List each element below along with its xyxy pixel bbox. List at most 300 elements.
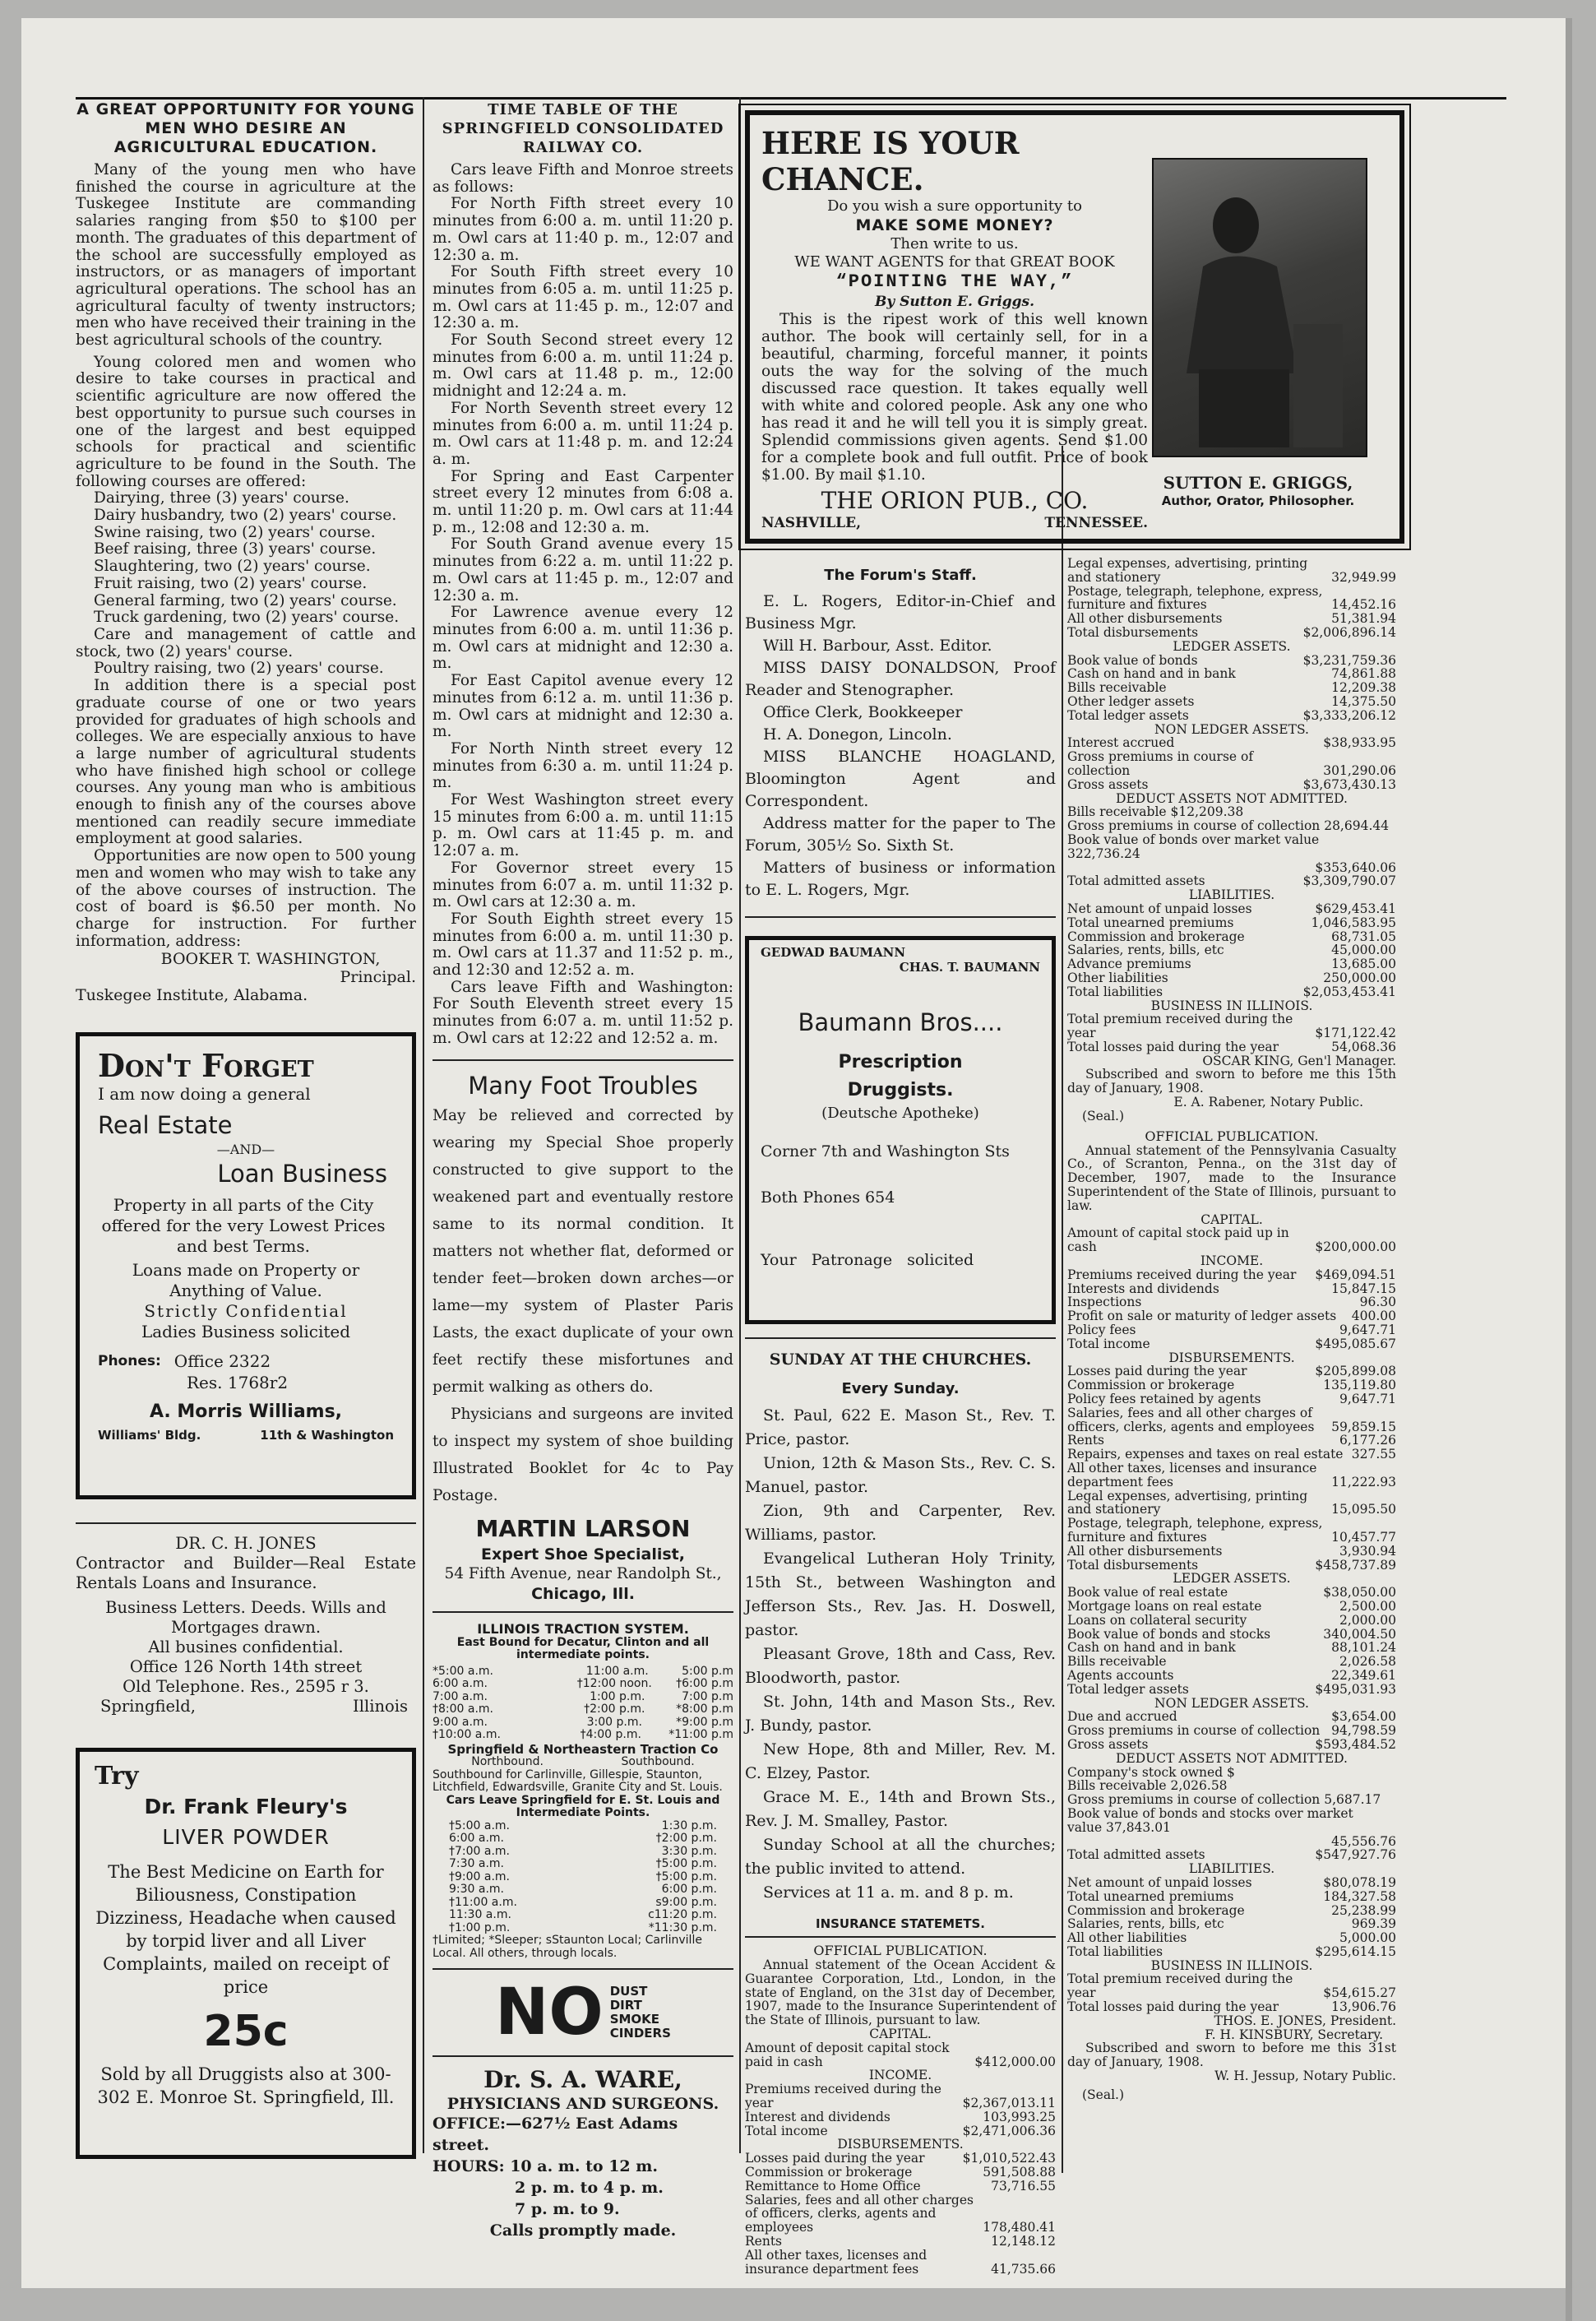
sne-time: *11:30 p.m. — [648, 1920, 717, 1934]
ins-body: Annual statement of the Ocean Accident & Guarantee Corporation, Ltd., London, in the state of England, on the 31st day of December, 1907, made to the Insurance Superintendent of the State of Illinois, pursuant to law. — [745, 1957, 1056, 2028]
church-item: St. Paul, 622 E. Mason St., Rev. T. Price, pastor. — [745, 1406, 1056, 1448]
course-item: Truck gardening, two (2) years' course. — [94, 609, 400, 627]
tuskegee-paragraph: Young colored men and women who desire to take courses in practical and scientific agriculture are now offered the best opportunity to pursue such courses in one of the largest and best equipped schools for practical and scientific agriculture to be found in the South. The following courses are offered: — [76, 353, 416, 490]
stmt-b-label: Total ledger assets — [1067, 1681, 1189, 1697]
stmt-b-value: 88,101.24 — [1331, 1640, 1396, 1656]
ad-name: Dr. Frank Fleury's — [144, 1795, 348, 1819]
stmt-b-row — [1067, 1364, 1396, 1378]
ware-hours: HOURS: 10 a. m. to 12 m. — [433, 2157, 658, 2176]
stmt-b-row — [1067, 1807, 1396, 1835]
sign-b: Subscribed and sworn to before me this 31st day of January, 1908. — [1067, 2041, 1396, 2070]
column-rule — [1062, 446, 1063, 2173]
sign-a: E. A. Rabener, Notary Public. — [1173, 1095, 1363, 1110]
stmt-a-label: Other ledger assets — [1067, 693, 1195, 709]
stmt-b-row — [1067, 1282, 1396, 1296]
ins-value: $2,367,013.11 — [962, 2095, 1056, 2110]
stmt-a-heading: LIABILITIES. — [1188, 887, 1275, 903]
ad-owner: A. Morris Williams, — [149, 1401, 343, 1423]
stmt-a-value: 13,685.00 — [1331, 957, 1396, 972]
route-item: For South Eighth street every 15 minutes from 6:00 a. m. until 11:30 p. m. Owl cars at 11.37 and 11:52 p. m., and 12:30 and 12:52 a. m. — [433, 910, 733, 980]
author-name: SUTTON E. GRIGGS, — [1163, 473, 1353, 493]
church-sub: Every Sunday. — [841, 1380, 960, 1397]
sne-row — [449, 1820, 717, 1833]
pub2-body: Annual statement of the Pennsylvania Casualty Co., of Scranton, Penna., on the 31st day of December, 1907, made to the Insurance Superintendent of the State of Illinois, pursuant to law. — [1067, 1142, 1396, 1213]
its-time: †4:00 p.m. — [580, 1728, 641, 1742]
stmt-b-row — [1067, 1406, 1396, 1434]
stmt-b-row — [1067, 1641, 1396, 1655]
stmt-a-value: $2,006,896.14 — [1302, 624, 1396, 640]
stmt-b-heading: INCOME. — [1200, 1253, 1264, 1269]
ins-row — [745, 2166, 1056, 2180]
foot-sub: Expert Shoe Specialist, — [481, 1545, 685, 1564]
stmt-a-value: $3,231,759.36 — [1302, 652, 1396, 668]
stmt-b-value: $593,484.52 — [1315, 1736, 1396, 1752]
baum-addr: Corner 7th and Washington Sts — [761, 1142, 1010, 1160]
ins-row — [745, 2180, 1056, 2194]
sne-northbound: Northbound. — [471, 1755, 544, 1769]
no-big: NO — [495, 1976, 604, 2050]
foot-title: Many Foot Troubles — [468, 1071, 698, 1100]
stmt-b-heading: BUSINESS IN ILLINOIS. — [1150, 1957, 1313, 1973]
foot-body: Physicians and surgeons are invited to inspect my system of shoe building Illustrated Booklet for 4c to Pay Postage. — [433, 1405, 733, 1504]
stmt-b-value: $200,000.00 — [1315, 1239, 1396, 1255]
stmt-b-row — [1067, 1268, 1396, 1282]
church-item: Evangelical Lutheran Holy Trinity, 15th St., between Washington and Jefferson Sts., Rev. Jas. H. Doswell, pastor. — [745, 1550, 1056, 1639]
stmt-a-value: $3,333,206.12 — [1302, 707, 1396, 723]
sne-time: †5:00 p.m. — [655, 1869, 717, 1883]
staff-line: MISS BLANCHE HOAGLAND, Bloomington Agent and Correspondent. — [745, 748, 1056, 810]
chance-pub: THE ORION PUB., CO. — [821, 487, 1089, 514]
ad-sold: Sold by all Druggists also at 300-302 E. Monroe St. Springfield, Ill. — [97, 2064, 395, 2108]
stmt-a-row — [1067, 585, 1396, 613]
ware-calls: Calls promptly made. — [489, 2221, 677, 2240]
stmt-a-row — [1067, 654, 1396, 668]
stmt-a-value: 1,046,583.95 — [1311, 915, 1396, 930]
baum-sub: Druggists. — [847, 1080, 954, 1100]
its-time: 9:00 a.m. — [433, 1715, 488, 1729]
stmt-b-value: $80,078.19 — [1323, 1874, 1396, 1890]
its-time: †12:00 noon. — [576, 1677, 652, 1691]
stmt-b-label: Total income — [1067, 1336, 1150, 1351]
its-time: *8:00 p.m — [676, 1703, 733, 1716]
stmt-b-row — [1067, 1945, 1396, 1959]
staff-line: Address matter for the paper to The Forum, 305½ So. Sixth St. — [745, 814, 1056, 855]
ins-row — [745, 2082, 1056, 2110]
route-item: For South Fifth street every 10 minutes from 6:05 a. m. until 11:25 p. m. Owl cars at 11:45 p. m., 12:07 and 12:30 a. m. — [433, 263, 733, 332]
no-words — [610, 1985, 671, 2041]
phone-residence: Res. 1768r2 — [187, 1373, 289, 1393]
stmt-b-label: Agents accounts — [1067, 1667, 1174, 1683]
stmt-a-row — [1067, 557, 1396, 585]
stmt-a-value: 32,949.99 — [1331, 569, 1396, 585]
ad-line: I am now doing a general — [98, 1084, 311, 1105]
stmt-a-label: Postage, telegraph, telephone, express, furniture and fixtures — [1067, 583, 1323, 613]
stmt-b-label: Inspections — [1067, 1295, 1142, 1310]
divider — [745, 1936, 1056, 1938]
stmt-b-row — [1067, 1835, 1396, 1849]
tuskegee-paragraph: Many of the young men who have finished the course in agriculture at the Tuskegee Institute are commanding salaries ranging from $50 to $100 per month. The graduates of this department of the school are successfully employed as instructors, or as managers of important agricultural operations. The school has an agricultural faculty of twenty instructors; men who have received their training in the best agricultural schools of the country. — [76, 161, 416, 350]
route-item: For Governor street every 15 minutes from 6:07 a. m. until 11:32 p. m. Owl cars at 12:30 a. m. — [433, 859, 733, 911]
course-item: Swine raising, two (2) years' course. — [94, 523, 376, 541]
stmt-a-value: $353,640.06 — [1315, 859, 1396, 875]
stmt-b-value: $205,899.08 — [1315, 1364, 1396, 1379]
no-dust-ad — [433, 1976, 733, 2050]
stmt-b-row — [1067, 1972, 1396, 2000]
its-row — [433, 1665, 733, 1679]
ins-value: $1,010,522.43 — [962, 2151, 1056, 2166]
route-item: For West Washington street every 15 minutes from 6:00 a. m. until 11:15 p. m. Owl cars at 11:45 p. m. and 12:07 a. m. — [433, 791, 733, 860]
stmt-a-label: Total admitted assets — [1067, 873, 1205, 889]
stmt-b-row — [1067, 1517, 1396, 1545]
stmt-b-label: Total unearned premiums — [1067, 1888, 1234, 1904]
stmt-a-row — [1067, 695, 1396, 709]
sne-time: †5:00 p.m. — [655, 1857, 717, 1871]
author-caption — [1152, 472, 1364, 508]
sign-b: THOS. E. JONES, President. — [1214, 2013, 1396, 2028]
its-time: 7:00 a.m. — [433, 1689, 488, 1703]
statement-a-rows — [1067, 557, 1396, 1054]
stmt-b-value: $295,614.15 — [1315, 1943, 1396, 1959]
column-rule — [739, 97, 741, 2153]
route-item: For Spring and East Carpenter street every 12 minutes from 6:08 a. m. until 11:20 p. m. Owl cars at 11:44 p. m., 12:08 and 12:30 a. m. — [433, 467, 733, 536]
stmt-a-value: $3,673,430.13 — [1302, 776, 1396, 792]
its-time: *5:00 a.m. — [433, 1664, 494, 1678]
stmt-b-label: Repairs, expenses and taxes on real estate — [1067, 1447, 1344, 1462]
stmt-b-value: $495,085.67 — [1315, 1336, 1396, 1351]
stmt-a-label: Commission and brokerage — [1067, 929, 1245, 944]
stmt-a-label: Gross premiums in course of collection 28,694.44 — [1067, 818, 1390, 834]
foot-city: Chicago, Ill. — [531, 1584, 635, 1603]
stmt-a-label: All other disbursements — [1067, 611, 1223, 627]
foot-body: May be relieved and corrected by wearing my Special Shoe properly constructed to give support to the weakened part and eventually restore same to its normal condition. It matters not whether flat, deformed or tender feet—broken down arches—or lame—my system of Plaster Paris Lasts, the exact duplicate of your own feet rectify these misfortunes and permit walking as others do. — [433, 1106, 733, 1396]
baum-phone: Both Phones 654 — [761, 1188, 895, 1207]
church-item: Services at 11 a. m. and 8 p. m. — [763, 1883, 1014, 1902]
stmt-b-row — [1067, 1323, 1396, 1337]
seal-b: (Seal.) — [1082, 2087, 1125, 2102]
stmt-b-label: Bills receivable — [1067, 1654, 1167, 1670]
stmt-a-label: Cash on hand and in bank — [1067, 666, 1236, 682]
course-item: Dairying, three (3) years' course. — [94, 489, 349, 507]
column-1 — [76, 100, 416, 2173]
sne-time: 3:30 p.m. — [661, 1844, 717, 1858]
divider — [433, 1968, 733, 1970]
sne-southbound: Southbound. — [621, 1755, 695, 1769]
stmt-b-value: $469,094.51 — [1315, 1267, 1396, 1282]
tuskegee-paragraph: In addition there is a special post graduate course of one or two years provided for graduates of high schools and colleges. We are especially anxious to have a large number of agricultural students who have finished high school or college courses. Any young man who is ambitious enough to finish any of the courses above mentioned can readily secure immediate employment at good salaries. — [76, 677, 416, 848]
pub2-title: OFFICIAL PUBLICATION. — [1145, 1128, 1319, 1144]
stmt-a-row — [1067, 709, 1396, 723]
ins-heading: DISBURSEMENTS. — [837, 2137, 964, 2152]
course-item: Fruit raising, two (2) years' course. — [94, 574, 368, 592]
route-item: Cars leave Fifth and Washington: For South Eleventh street every 15 minutes from 6:07 a. m. until 11:52 p. m. Owl cars at 12:22 and 12:52 a. m. — [433, 978, 733, 1047]
tuskegee-paragraph: Opportunities are now open to 500 young men and women who may wish to take any of the above courses of instruction. The cost of board is $6.50 per month. No charge for instruction. For further information, address: — [76, 847, 416, 950]
its-time: †8:00 a.m. — [433, 1703, 494, 1716]
sne-row — [449, 1871, 717, 1884]
stmt-a-row — [1067, 681, 1396, 695]
chance-state: TENNESSEE. — [1044, 515, 1148, 531]
ad-body: The Best Medicine on Earth for Biliousness, Constipation Dizziness, Headache when caused by torpid liver and all Liver Complaints, mailed on receipt of price — [95, 1862, 396, 1998]
ad-price: 25c — [203, 2007, 289, 2057]
ins-label: Commission or brokerage — [745, 2164, 913, 2180]
sne-directions — [433, 1756, 733, 1769]
ins-row — [745, 2110, 1056, 2124]
sne-time: s9:00 p.m. — [655, 1895, 717, 1909]
sne-leave: Cars Leave Springfield for E. St. Louis and Intermediate Points. — [446, 1793, 720, 1820]
stmt-b-value: 59,859.15 — [1331, 1419, 1396, 1434]
jones-line: Old Telephone. Res., 2595 r 3. — [123, 1677, 369, 1697]
stmt-b-value: $3,654.00 — [1331, 1709, 1396, 1725]
its-time: 3:00 p.m. — [586, 1715, 642, 1729]
ins-label: Losses paid during the year — [745, 2151, 925, 2166]
sne-row — [449, 1883, 717, 1897]
stmt-a-row — [1067, 612, 1396, 626]
sign-a: Subscribed and sworn to before me this 15th day of January, 1908. — [1067, 1067, 1396, 1096]
stmt-a-value: $171,122.42 — [1315, 1026, 1396, 1041]
stmt-b-label: Net amount of unpaid losses — [1067, 1874, 1252, 1890]
stmt-b-row — [1067, 1600, 1396, 1614]
stmt-a-row — [1067, 736, 1396, 750]
stmt-b-row — [1067, 1655, 1396, 1669]
stmt-b-label: Premiums received during the year — [1067, 1267, 1297, 1282]
statement-b-rows — [1067, 1213, 1396, 2014]
stmt-a-value: 14,452.16 — [1331, 597, 1396, 613]
its-title: ILLINOIS TRACTION SYSTEM. — [477, 1620, 689, 1637]
no-word: DIRT — [609, 1998, 642, 2013]
stmt-b-heading: LEDGER ASSETS. — [1173, 1571, 1291, 1587]
stmt-a-row — [1067, 626, 1396, 640]
stmt-a-row — [1067, 874, 1396, 888]
ins-label: Salaries, fees and all other charges of officers, clerks, agents and employees — [745, 2192, 974, 2235]
stmt-a-label: Total ledger assets — [1067, 707, 1189, 723]
stmt-b-value: 184,327.58 — [1323, 1888, 1396, 1904]
stmt-a-heading: LEDGER ASSETS. — [1173, 638, 1291, 654]
stmt-b-heading: CAPITAL. — [1200, 1211, 1263, 1227]
stmt-a-label: Total unearned premiums — [1067, 915, 1234, 930]
ad-line: Loans made on Property or Anything of Value. — [132, 1260, 360, 1301]
sne-time: †9:00 a.m. — [449, 1869, 511, 1883]
divider — [433, 1611, 733, 1613]
route-item: For Lawrence avenue every 12 minutes from 6:00 a. m. until 11:36 p. m. Owl cars at midnight and 12:30 a. m. — [433, 604, 733, 673]
stmt-a-label: Total losses paid during the year — [1067, 1039, 1279, 1054]
jones-city: Springfield, — [100, 1697, 196, 1716]
ins-sub: OFFICIAL PUBLICATION. — [813, 1943, 988, 1958]
stmt-b-label: Commission or brokerage — [1067, 1378, 1235, 1393]
stmt-b-label: Bills receivable 2,026.58 — [1067, 1778, 1228, 1794]
its-row — [433, 1678, 733, 1691]
stmt-b-label: All other taxes, licenses and insurance department fees — [1067, 1461, 1317, 1489]
ins-value: $412,000.00 — [974, 2054, 1056, 2069]
sign-b: F. H. KINSBURY, Secretary. — [1205, 2027, 1383, 2042]
tuskegee-heading: A GREAT OPPORTUNITY FOR YOUNG MEN WHO DESIRE AN AGRICULTURAL EDUCATION. — [76, 100, 415, 156]
jones-line: Office 126 North 14th street — [129, 1657, 363, 1677]
stmt-b-value: 15,095.50 — [1331, 1502, 1396, 1517]
ins-row — [745, 2249, 1056, 2277]
stmt-a-label: Total liabilities — [1067, 984, 1163, 999]
course-item: Poultry raising, two (2) years' course. — [94, 660, 384, 678]
stmt-a-value: 14,375.50 — [1331, 693, 1396, 709]
sne-time: 9:30 a.m. — [449, 1883, 505, 1897]
stmt-b-row — [1067, 1448, 1396, 1462]
stmt-a-value: 51,381.94 — [1331, 611, 1396, 627]
ad-headline: Don't Forget — [98, 1047, 314, 1085]
sne-time: †2:00 p.m. — [655, 1832, 717, 1846]
ins-value: 73,716.55 — [991, 2178, 1056, 2194]
stmt-b-heading: LIABILITIES. — [1188, 1861, 1275, 1877]
ins-row — [745, 2235, 1056, 2249]
stmt-b-label: Gross premiums in course of collection 5,687.17 — [1067, 1792, 1381, 1808]
its-time: †10:00 a.m. — [433, 1728, 501, 1742]
stmt-a-label: Gross premiums in course of collection — [1067, 749, 1254, 778]
stmt-b-row — [1067, 1462, 1396, 1489]
real-estate-ad — [76, 1032, 416, 1499]
stmt-a-label: Bills receivable — [1067, 680, 1167, 696]
stmt-a-row — [1067, 805, 1396, 819]
stmt-b-label: Salaries, fees and all other charges of officers, clerks, agents and employees — [1067, 1405, 1315, 1434]
stmt-a-value: 45,000.00 — [1331, 943, 1396, 958]
stmt-b-label: Book value of bonds and stocks — [1067, 1626, 1271, 1642]
stmt-b-value: 400.00 — [1351, 1309, 1396, 1324]
sne-time: †7:00 a.m. — [449, 1844, 511, 1858]
stmt-a-row — [1067, 750, 1396, 778]
stmt-b-row — [1067, 2000, 1396, 2014]
stmt-a-row — [1067, 667, 1396, 681]
course-item: Dairy husbandry, two (2) years' course. — [94, 507, 397, 525]
author-sub: Author, Orator, Philosopher. — [1161, 493, 1355, 508]
church-list — [745, 1404, 1056, 1905]
sne-row — [449, 1846, 717, 1859]
stmt-b-value: 6,177.26 — [1339, 1433, 1396, 1448]
stmt-b-row — [1067, 1628, 1396, 1642]
church-item: St. John, 14th and Mason Sts., Rev. J. Bundy, pastor. — [745, 1693, 1056, 1735]
stmt-b-row — [1067, 1931, 1396, 1945]
signer-place: Tuskegee Institute, Alabama. — [76, 986, 308, 1005]
its-row — [433, 1716, 733, 1730]
ware-office: OFFICE:—627½ East Adams street. — [433, 2115, 678, 2155]
its-time: 5:00 p.m — [682, 1664, 733, 1678]
ins-row — [745, 2124, 1056, 2138]
stmt-a-row — [1067, 778, 1396, 792]
stmt-b-row — [1067, 1489, 1396, 1517]
divider — [76, 1522, 416, 1524]
course-item: Beef raising, three (3) years' course. — [94, 540, 377, 558]
no-word: DUST — [609, 1984, 648, 1999]
stmt-b-heading: DEDUCT ASSETS NOT ADMITTED. — [1116, 1750, 1348, 1766]
route-item: For South Grand avenue every 15 minutes from 6:22 a. m. until 11:22 p. m. Owl cars at 11:45 p. m., 12:07 and 12:30 a. m. — [433, 535, 733, 605]
baum-name: GEDWAD BAUMANN — [761, 945, 906, 960]
chance-body: This is the ripest work of this well known author. The book will certainly sell, for in a beautiful, charming, forceful manner, it points outs the way for the solving of the much discussed race question. It takes equally well with white and colored people. Ask any one who has read it and he will tell you it is simply great. Splendid commissions given agents. Send $1.00 for a complete book and full outfit. Price of book $1.00. By mail $1.10. — [761, 311, 1148, 484]
author-portrait — [1152, 158, 1367, 457]
sne-row — [449, 1832, 717, 1846]
ware-name: Dr. S. A. WARE, — [483, 2066, 682, 2094]
stmt-b-row — [1067, 1586, 1396, 1600]
ins-title: INSURANCE STATEMETS. — [815, 1916, 985, 1931]
baum-pat: Your Patronage solicited — [761, 1251, 974, 1269]
its-time: 7:00 p.m — [682, 1689, 733, 1703]
divider — [745, 1337, 1056, 1339]
stmt-a-value: 12,209.38 — [1331, 680, 1396, 696]
church-item: Grace M. E., 14th and Brown Sts., Rev. J. M. Smalley, Pastor. — [745, 1788, 1056, 1830]
staff-line: Matters of business or information to E. L. Rogers, Mgr. — [745, 859, 1056, 899]
baumann-ad — [745, 936, 1056, 1324]
stmt-a-value: 74,861.88 — [1331, 666, 1396, 682]
sne-time: †5:00 a.m. — [449, 1818, 511, 1832]
stmt-a-row — [1067, 1040, 1396, 1054]
stmt-b-value: 5,000.00 — [1339, 1930, 1396, 1946]
stmt-b-value: 3,930.94 — [1339, 1543, 1396, 1559]
church-item: Pleasant Grove, 18th and Cass, Rev. Bloodworth, pastor. — [745, 1645, 1056, 1687]
sne-time: c11:20 p.m. — [648, 1908, 717, 1922]
griggs-copy — [761, 125, 1148, 531]
no-word: CINDERS — [609, 2026, 671, 2041]
stmt-b-label: Book value of bonds and stocks over market value 37,843.01 — [1067, 1805, 1353, 1835]
ins-label: Premiums received during the year — [745, 2082, 941, 2110]
stmt-a-value: 68,731.05 — [1331, 929, 1396, 944]
stmt-b-value: $54,615.27 — [1323, 1985, 1396, 2001]
stmt-a-row — [1067, 916, 1396, 930]
stmt-b-heading: DISBURSEMENTS. — [1168, 1350, 1295, 1365]
staff-list — [745, 591, 1056, 901]
church-item: Zion, 9th and Carpenter, Rev. Williams, pastor. — [745, 1502, 1056, 1544]
stmt-b-label: Cash on hand and in bank — [1067, 1640, 1236, 1656]
ins-heading: INCOME. — [868, 2068, 932, 2083]
stmt-b-row — [1067, 1337, 1396, 1351]
foot-name: MARTIN LARSON — [475, 1514, 691, 1542]
ins-label: Rents — [745, 2233, 783, 2249]
stmt-a-value: 301,290.06 — [1323, 762, 1396, 778]
stmt-b-label: Total liabilities — [1067, 1943, 1163, 1959]
chance-want: WE WANT AGENTS for that GREAT BOOK — [794, 253, 1115, 271]
ins-label: Amount of deposit capital stock paid in cash — [745, 2040, 950, 2069]
stmt-b-label: Gross assets — [1067, 1736, 1149, 1752]
jones-state: Illinois — [353, 1697, 408, 1716]
stmt-a-value: $3,309,790.07 — [1302, 873, 1396, 889]
stmt-b-row — [1067, 1545, 1396, 1559]
liver-powder-ad — [76, 1748, 416, 2159]
portrait-figure-icon — [1154, 160, 1362, 452]
stmt-b-value: 2,500.00 — [1339, 1598, 1396, 1614]
stmt-b-value: 94,798.59 — [1331, 1723, 1396, 1739]
stmt-b-label: Total losses paid during the year — [1067, 1999, 1279, 2015]
stmt-b-label: Commission and brokerage — [1067, 1902, 1245, 1918]
its-time: 6:00 a.m. — [433, 1677, 488, 1691]
ins-row — [745, 2194, 1056, 2235]
stmt-b-label: Policy fees — [1067, 1323, 1136, 1338]
ins-label: Remittance to Home Office — [745, 2178, 921, 2194]
ins-heading: CAPITAL. — [869, 2026, 932, 2041]
stmt-b-label: Total disbursements — [1067, 1557, 1199, 1573]
stmt-b-value: 15,847.15 — [1331, 1281, 1396, 1296]
baum-names — [761, 945, 1040, 960]
stmt-b-value: 2,026.58 — [1339, 1654, 1396, 1670]
stmt-b-row — [1067, 1917, 1396, 1931]
jones-line: Contractor and Builder—Real Estate Rentals Loans and Insurance. — [76, 1554, 416, 1593]
stmt-a-row — [1067, 943, 1396, 957]
stmt-b-label: Legal expenses, advertising, printing and stationery — [1067, 1488, 1308, 1517]
chance-money: MAKE SOME MONEY? — [855, 216, 1054, 234]
stmt-b-value: 2,000.00 — [1339, 1612, 1396, 1628]
stmt-b-row — [1067, 1295, 1396, 1309]
sne-row — [449, 1897, 717, 1910]
stmt-b-value: 9,647.71 — [1339, 1392, 1396, 1407]
its-time: 11:00 a.m. — [585, 1664, 649, 1678]
stmt-a-label: Bills receivable $12,209.38 — [1067, 804, 1244, 820]
chance-title: HERE IS YOUR CHANCE. — [761, 125, 1020, 197]
stmt-a-row — [1067, 902, 1396, 916]
stmt-b-row — [1067, 1779, 1396, 1793]
sne-time: 11:30 a.m. — [449, 1908, 511, 1922]
ad-line: —AND— — [216, 1142, 275, 1158]
stmt-a-row — [1067, 833, 1396, 861]
